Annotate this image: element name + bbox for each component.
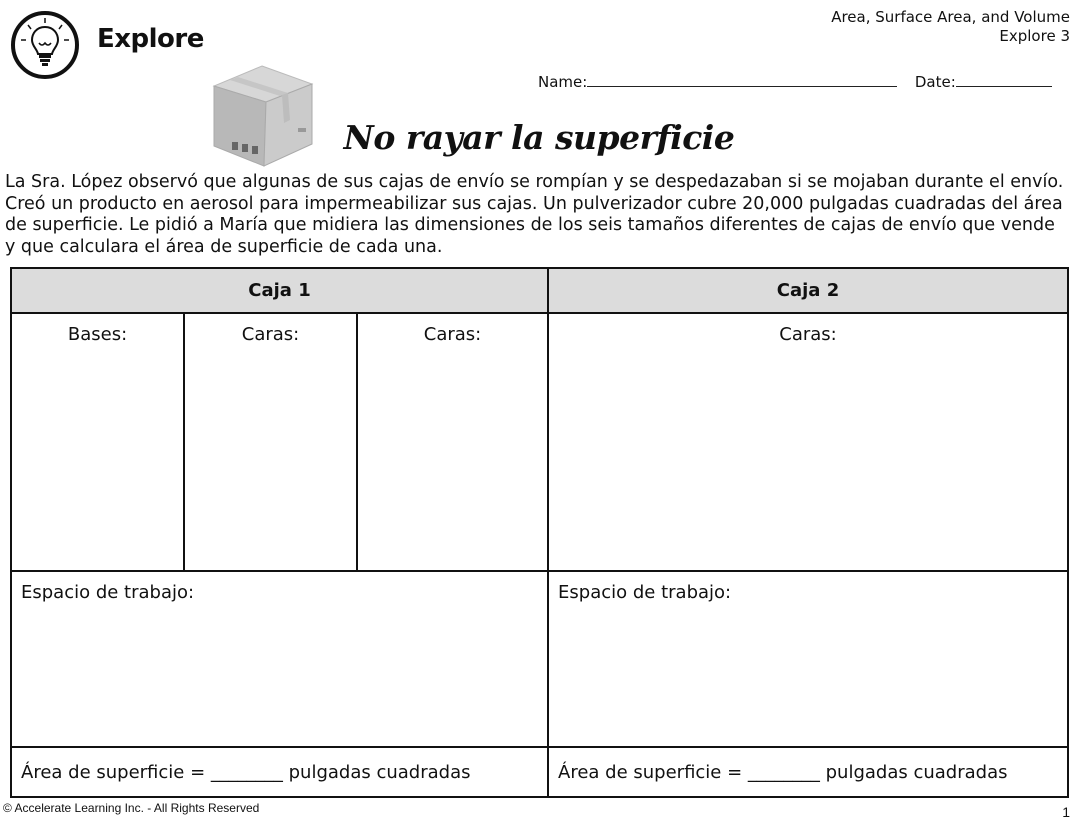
box1-faces-cell-2[interactable]	[357, 313, 548, 571]
box1-workspace-label: Espacio de trabajo:	[21, 582, 195, 603]
box1-workspace[interactable]	[11, 571, 548, 747]
box1-area-blank[interactable]: ________	[210, 761, 283, 783]
box2-surface-area-row	[548, 747, 1068, 797]
box2-area-suffix: pulgadas cuadradas	[819, 761, 1008, 783]
unit-header	[831, 8, 1070, 46]
box1-bases-label: Bases:	[67, 324, 128, 345]
date-field[interactable]	[956, 73, 1052, 87]
name-date-line	[538, 73, 1052, 91]
page-number: 1	[1062, 804, 1070, 820]
lesson-number: Explore 3	[999, 27, 1070, 45]
box2-workspace[interactable]	[548, 571, 1068, 747]
box2-area-blank[interactable]: ________	[747, 761, 820, 783]
box2-area-prefix: Área de superficie =	[558, 761, 748, 783]
box1-faces-label-2: Caras:	[423, 324, 482, 345]
box1-surface-area-row	[11, 747, 548, 797]
box1-faces-label-1: Caras:	[241, 324, 300, 345]
date-label: Date:	[914, 73, 956, 91]
box2-workspace-label: Espacio de trabajo:	[558, 582, 732, 603]
box1-bases-cell[interactable]	[11, 313, 184, 571]
copyright: © Accelerate Learning Inc. - All Rights Reserved	[3, 801, 260, 815]
box1-faces-cell-1[interactable]	[184, 313, 357, 571]
name-label: Name:	[538, 73, 588, 91]
intro-paragraph: La Sra. López observó que algunas de sus cajas de envío se rompían y se despedazaban si se mojaban durante el envío. Creó un producto en aerosol para impermeabilizar sus cajas. Un pulverizador cubre 20,000 pulgadas cuadradas del área de superficie. Le pidió a María que midiera las dimensiones de los seis tamaños diferentes de cajas de envío que vende y que calculara el área de superficie de cada una.	[5, 172, 1064, 257]
page-title: No rayar la superficie	[343, 118, 735, 157]
box2-header: Caja 2	[548, 268, 1068, 313]
surface-area-table	[10, 267, 1069, 798]
unit-title: Area, Surface Area, and Volume	[831, 8, 1070, 26]
box1-header: Caja 1	[11, 268, 548, 313]
box1-area-suffix: pulgadas cuadradas	[282, 761, 471, 783]
section-label: Explore	[97, 24, 204, 54]
lightbulb-icon	[10, 10, 80, 80]
box2-faces-cell[interactable]	[548, 313, 1068, 571]
name-field[interactable]	[587, 73, 897, 87]
box2-faces-label: Caras:	[779, 324, 837, 345]
box1-area-prefix: Área de superficie =	[21, 761, 211, 783]
